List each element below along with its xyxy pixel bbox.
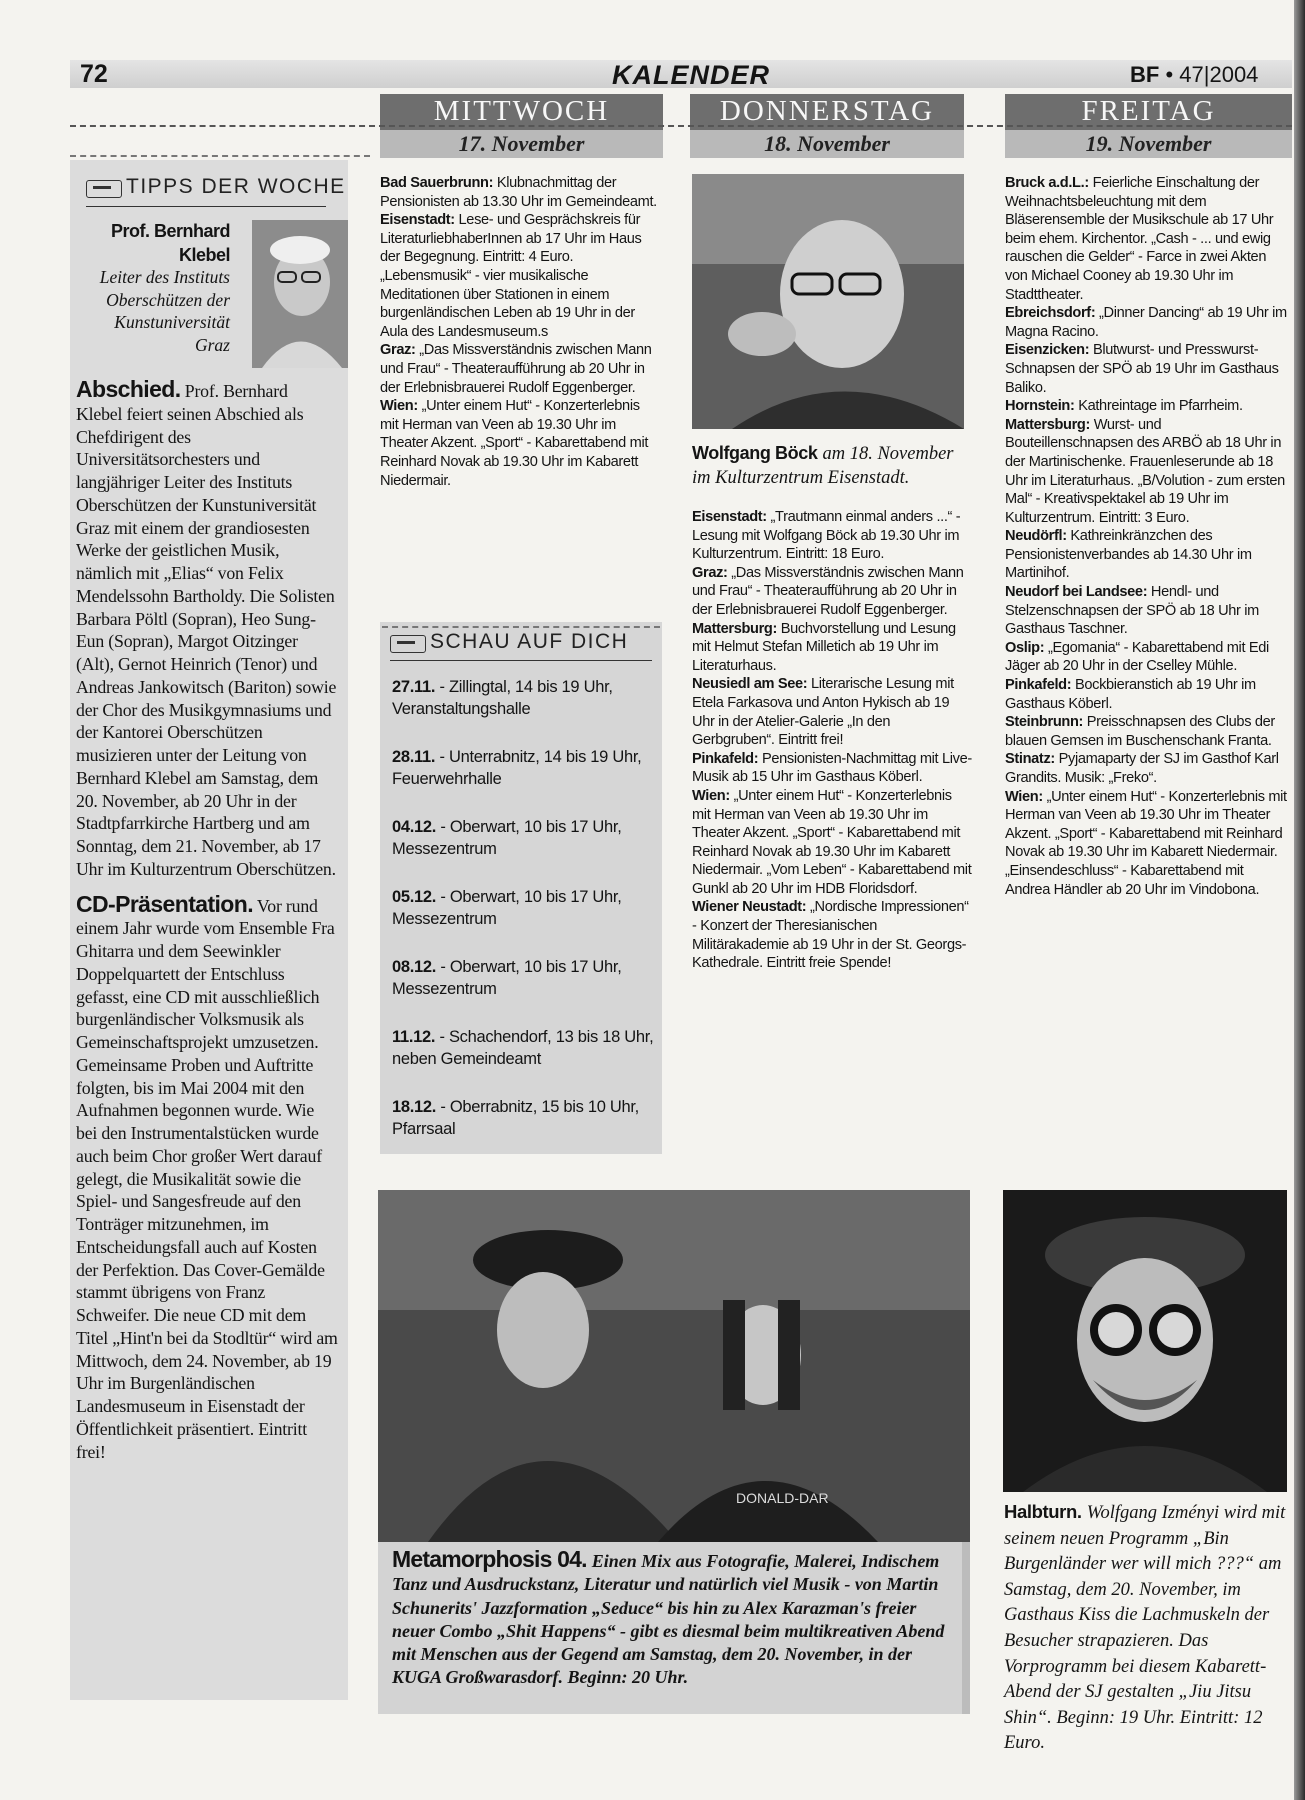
listing-place: Neudörfl: xyxy=(1005,528,1067,545)
freitag-listings xyxy=(1005,174,1287,899)
header-dash-rule xyxy=(70,125,1292,127)
schau-date: 05.12. xyxy=(392,888,437,906)
separator-dot: • xyxy=(1165,62,1174,87)
listing-place: Bad Sauerbrunn: xyxy=(380,175,494,191)
schau-text: - Oberwart, 10 bis 17 Uhr, Messezentrum xyxy=(392,818,622,858)
listing-text: „Das Missverständnis zwischen Mann und Frau“ - Theateraufführung ab 20 Uhr in der Erlebnisbrauerei Rudolf Eggenberger. xyxy=(380,342,652,396)
listing-item xyxy=(1005,750,1287,787)
listing-item xyxy=(1005,639,1287,676)
listing-text: Bockbieranstich ab 19 Uhr im Gasthaus Köberl. xyxy=(1005,677,1256,712)
listing-place: Graz: xyxy=(692,564,728,581)
listing-place: Eisenzicken: xyxy=(1005,342,1090,359)
listing-place: Neusiedl am See: xyxy=(692,676,808,693)
listing-item xyxy=(1005,788,1287,900)
listing-text: Kathreintage im Pfarrheim. xyxy=(1078,398,1243,415)
listing-item xyxy=(1005,304,1287,341)
halbturn-caption xyxy=(1004,1500,1288,1756)
listing-item xyxy=(1005,397,1287,416)
listing-item xyxy=(692,750,972,787)
listing-place: Pinkafeld: xyxy=(692,750,759,767)
listing-place: Graz: xyxy=(380,342,416,359)
boeck-caption-text: am 18. November im Kulturzentrum Eisenstadt. xyxy=(692,444,954,488)
listing-text: „Egomania“ - Kabarettabend mit Edi Jäger ab 20 Uhr in der Cselley Mühle. xyxy=(1005,639,1269,675)
metamorphosis-photo-illustration xyxy=(378,1190,970,1542)
metamorphosis-text: Einen Mix aus Fotografie, Malerei, Indischem Tanz und Ausdruckstanz, Literatur und natürlich viel Musik - von Martin Schunerits' Jazzformation „Seduce“ bis hin zu Alex Karazman's freier neuer Combo „Shit Happens“ - gibt es diesmal beim multikreativen Abend mit Menschen aus der Gegend am Samstag, dem 20. November, in der KUGA Großwarasdorf. Beginn: 20 Uhr. xyxy=(392,1551,945,1688)
listing-item xyxy=(1005,583,1287,639)
schau-text: - Schachendorf, 13 bis 18 Uhr, neben Gemeindeamt xyxy=(392,1028,654,1068)
shirt-print: DONALD-DAR xyxy=(736,1490,829,1506)
listing-text: Blutwurst- und Presswurst-Schnapsen der SPÖ ab 19 Uhr im Gasthaus Baliko. xyxy=(1005,342,1279,396)
schau-date: 08.12. xyxy=(392,958,437,976)
tipps-heading-underline xyxy=(86,206,326,207)
day-date: 18. November xyxy=(690,130,964,158)
listing-place: Oslip: xyxy=(1005,639,1045,656)
day-date: 19. November xyxy=(1005,130,1292,158)
listing-item xyxy=(380,174,658,211)
boeck-photo-illustration xyxy=(692,174,964,429)
tipps-heading-text: TIPPS DER WOCHE xyxy=(126,175,346,198)
izmenyi-photo xyxy=(1003,1190,1287,1492)
schau-list xyxy=(392,676,654,1166)
halbturn-text: Wolfgang Izményi wird mit seinem neuen Programm „Bin Burgenländer wer will mich ???“ am Samstag, dem 20. November, im Gasthaus Kiss die Lachmuskeln der Besucher strapazieren. Das Vorprogramm bei diesem Kabarett-Abend der SJ gestalten „Jiu Jitsu Shin“. Beginn: 19 Uhr. Eintritt: 12 Euro. xyxy=(1004,1503,1286,1754)
listing-text: „Dinner Dancing“ ab 19 Uhr im Magna Racino. xyxy=(1005,305,1287,340)
portrait-illustration xyxy=(252,220,348,368)
schau-dash-rule xyxy=(382,626,660,628)
listing-item xyxy=(380,341,658,397)
listing-place: Eisenstadt: xyxy=(692,509,767,525)
schau-date: 11.12. xyxy=(392,1028,436,1046)
metamorphosis-photo xyxy=(378,1190,970,1542)
listing-item xyxy=(1005,174,1287,304)
boeck-caption xyxy=(692,442,968,490)
day-name: DONNERSTAG xyxy=(690,94,964,130)
donnerstag-listings xyxy=(692,508,972,973)
listing-item xyxy=(692,620,972,676)
day-date: 17. November xyxy=(380,130,663,158)
person-role: Leiter des Instituts Oberschützen der Kunstuniversität Graz xyxy=(99,267,230,355)
listing-place: Eisenstadt: xyxy=(380,212,455,229)
listing-item xyxy=(1005,713,1287,750)
schau-date: 04.12. xyxy=(392,818,437,836)
listing-place: Hornstein: xyxy=(1005,398,1075,415)
listing-item xyxy=(380,397,658,490)
metamorphosis-lead: Metamorphosis 04. xyxy=(392,1546,587,1572)
schau-heading-underline xyxy=(390,660,652,661)
listing-place: Wien: xyxy=(692,787,730,804)
listing-text: „Trautmann einmal anders ...“ - Lesung mit Wolfgang Böck ab 19.30 Uhr im Kulturzentrum. Eintritt: 18 Euro. xyxy=(692,509,961,563)
listing-item xyxy=(1005,527,1287,583)
schau-text: - Oberwart, 10 bis 17 Uhr, Messezentrum xyxy=(392,888,622,928)
listing-place: Wien: xyxy=(380,398,418,415)
listing-item xyxy=(380,211,658,341)
listing-place: Bruck a.d.L.: xyxy=(1005,175,1089,191)
listing-item xyxy=(692,508,972,564)
listing-text: Hendl- und Stelzenschnapsen der SPÖ ab 18 Uhr im Gasthaus Taschner. xyxy=(1005,584,1259,638)
schau-item xyxy=(392,816,654,860)
schau-item xyxy=(392,1026,654,1070)
listing-item xyxy=(1005,416,1287,528)
listing-item xyxy=(692,787,972,899)
pointing-hand-icon xyxy=(390,635,426,653)
schau-item xyxy=(392,886,654,930)
page-number: 72 xyxy=(80,60,108,88)
listing-item xyxy=(1005,341,1287,397)
cd-lead: CD-Präsentation. xyxy=(76,890,253,917)
listing-place: Pinkafeld: xyxy=(1005,677,1072,694)
boeck-photo xyxy=(692,174,964,429)
listing-text: Kathreinkränzchen des Pensionistenverbandes ab 14.30 Uhr im Martinihof. xyxy=(1005,528,1252,582)
day-name: FREITAG xyxy=(1005,94,1292,130)
listing-place: Ebreichsdorf: xyxy=(1005,305,1096,322)
listing-text: Lese- und Gesprächskreis für LiteraturliebhaberInnen ab 17 Uhr im Haus der Begegnung. Eintritt: 4 Euro. „Lebensmusik“ - vier musikalische Meditationen über Stationen in einem burgenländischen Leben ab 19 Uhr in der Aula des Landesmuseum.s xyxy=(380,212,642,340)
listing-item xyxy=(1005,676,1287,713)
schau-heading-text: SCHAU AUF DICH xyxy=(430,630,629,653)
schau-text: - Oberrabnitz, 15 bis 10 Uhr, Pfarrsaal xyxy=(392,1098,639,1138)
listing-text: „Unter einem Hut“ - Konzerterlebnis mit Herman van Veen ab 19.30 Uhr im Theater Akzent. „Sport“ - Kabarettabend mit Reinhard Novak ab 19.30 Uhr im Kabarett Niedermair. „Einsendeschluss“ - Kabarettabend mit Andrea Händler ab 20 Uhr im Vindobona. xyxy=(1005,788,1287,898)
schau-heading xyxy=(390,630,628,654)
listing-item xyxy=(692,675,972,749)
listing-text: Buchvorstellung und Lesung mit Helmut Stefan Milletich ab 19 Uhr im Literaturhaus. xyxy=(692,620,956,674)
boeck-caption-name: Wolfgang Böck xyxy=(692,443,818,463)
tipps-body xyxy=(76,378,338,1463)
halbturn-lead: Halbturn. xyxy=(1004,1501,1082,1522)
issue-number: 47|2004 xyxy=(1179,62,1259,87)
day-name: MITTWOCH xyxy=(380,94,663,130)
listing-text: Literarische Lesung mit Etela Farkasova und Anton Hykisch ab 19 Uhr in der Atelier-Galerie „In den Gerbgruben“. Eintritt frei! xyxy=(692,676,954,749)
abschied-text: Prof. Bernhard Klebel feiert seinen Abschied als Chefdirigent des Universitätsorchesters und langjähriger Leiter des Instituts Oberschützen der Kunstuniversität Graz mit einem der grandiosesten Werke der geistlichen Musik, nämlich mit „Elias“ von Felix Mendelssohn Bartholdy. Die Solisten Barbara Pöltl (Sopran), Heo Sung-Eun (Sopran), Margot Oitzinger (Alt), Gernot Heinrich (Tenor) und Andreas Jankowitsch (Bariton) sowie der Chor des Musikgymnasiums und der Kantorei Oberschützen musizieren unter der Leitung von Bernhard Klebel am Samstag, dem 20. November, ab 20 Uhr in der Stadtpfarrkirche Hartberg und am Sonntag, dem 21. November, ab 17 Uhr im Kulturzentrum Oberschützen. xyxy=(76,381,337,879)
abschied-paragraph xyxy=(76,378,338,881)
klebel-portrait xyxy=(252,220,348,368)
listing-text: Preisschnapsen des Clubs der blauen Gemsen im Buschenschank Franta. xyxy=(1005,714,1275,749)
schau-date: 28.11. xyxy=(392,748,436,766)
listing-item xyxy=(692,898,972,972)
schau-item xyxy=(392,1096,654,1140)
cd-text: Vor rund einem Jahr wurde vom Ensemble Fra Ghitarra und dem Seewinkler Doppelquartett der Entschluss gefasst, eine CD mit ausschließlich burgenländischer Volksmusik als Gemeinschaftsprojekt umzusetzen. Gemeinsame Proben und Auftritte folgten, bis im Mai 2004 mit den Aufnahmen begonnen wurde. Wie bei den Instrumentalstücken wurde auch beim Chor großer Wert darauf gelegt, die Musikalität sowie die Spiel- und Sangesfreude auf den Tonträger mitzunehmen, im Entscheidungsfall auch auf Kosten der Perfektion. Das Cover-Gemälde stammt übrigens von Franz Schweifer. Die neue CD mit dem Titel „Hint'n bei da Stodltür“ wird am Mittwoch, dem 24. November, ab 19 Uhr im Burgenländischen Landesmuseum in Eisenstadt der Öffentlichkeit präsentiert. Eintritt frei! xyxy=(76,895,338,1462)
listing-text: Wurst- und Bouteillenschnapsen des ARBÖ ab 18 Uhr in der Martinischenke. Frauenleserunde ab 18 Uhr im Literaturhaus. „B/Volution - zum ersten Mal“ - Kreativspektakel ab 19 Uhr im Kulturzentrum. Eintritt: 3 Euro. xyxy=(1005,416,1285,526)
listing-text: Klubnachmittag der Pensionisten ab 13.30 Uhr im Gemeindeamt. xyxy=(380,175,657,210)
listing-text: „Unter einem Hut“ - Konzerterlebnis mit Herman van Veen ab 19.30 Uhr im Theater Akzent. „Sport“ - Kabarettabend mit Reinhard Novak ab 19.30 Uhr im Kabarett Niedermair. xyxy=(380,398,649,489)
header-dash-rule-2 xyxy=(70,155,370,157)
cd-paragraph xyxy=(76,890,338,1464)
schau-text: - Unterrabnitz, 14 bis 19 Uhr, Feuerwehrhalle xyxy=(392,748,642,788)
listing-place: Mattersburg: xyxy=(1005,416,1090,433)
mittwoch-listings xyxy=(380,174,658,490)
listing-place: Steinbrunn: xyxy=(1005,714,1084,731)
listing-text: Pensionisten-Nachmittag mit Live-Musik ab 15 Uhr im Gasthaus Köberl. xyxy=(692,750,972,786)
schau-date: 27.11. xyxy=(392,678,436,696)
schau-item xyxy=(392,746,654,790)
listing-text: Pyjamaparty der SJ im Gasthof Karl Grandits. Musik: „Freko“. xyxy=(1005,751,1279,786)
listing-place: Stinatz: xyxy=(1005,751,1055,768)
schau-text: - Zillingtal, 14 bis 19 Uhr, Veranstaltungshalle xyxy=(392,678,613,718)
listing-text: „Unter einem Hut“ - Konzerterlebnis mit Herman van Veen ab 19.30 Uhr im Theater Akzent. „Sport“ - Kabarettabend mit Reinhard Novak ab 19.30 Uhr im Kabarett Niedermair. „Vom Leben“ - Kabarettabend mit Gunkl ab 20 Uhr im HDB Floridsdorf. xyxy=(692,787,972,897)
listing-text: „Das Missverständnis zwischen Mann und Frau“ - Theateraufführung ab 20 Uhr in der Erlebnisbrauerei Rudolf Eggenberger. xyxy=(692,564,964,618)
page-edge-shadow xyxy=(1294,0,1305,1800)
listing-place: Neudorf bei Landsee: xyxy=(1005,584,1148,601)
tipps-heading xyxy=(86,175,346,199)
listing-place: Mattersburg: xyxy=(692,620,777,637)
schau-date: 18.12. xyxy=(392,1098,437,1116)
listing-text: Feierliche Einschaltung der Weihnachtsbeleuchtung mit dem Bläserensemble der Musikschule ab 17 Uhr beim ehem. Kirchentor. „Cash - ... und ewig rauschen die Gelder“ - Farce in zwei Akten von Michael Cooney ab 19.30 Uhr im Stadttheater. xyxy=(1005,175,1274,303)
schau-item xyxy=(392,956,654,1000)
publication-name: BF xyxy=(1130,62,1160,87)
metamorphosis-caption xyxy=(392,1548,952,1690)
issue-info xyxy=(1130,62,1258,88)
section-title: KALENDER xyxy=(612,60,771,90)
pointing-hand-icon xyxy=(86,180,122,198)
izmenyi-photo-illustration xyxy=(1003,1190,1287,1492)
listing-place: Wien: xyxy=(1005,788,1043,805)
listing-text: „Nordische Impressionen“ - Konzert der Theresianischen Militärakademie ab 19 Uhr in der St. Georgs-Kathedrale. Eintritt freie Spende! xyxy=(692,899,969,972)
person-name: Prof. Bernhard Klebel xyxy=(110,221,230,265)
listing-place: Wiener Neustadt: xyxy=(692,899,807,916)
schau-text: - Oberwart, 10 bis 17 Uhr, Messezentrum xyxy=(392,958,622,998)
abschied-lead: Abschied. xyxy=(76,376,181,402)
schau-item xyxy=(392,676,654,720)
listing-item xyxy=(692,564,972,620)
